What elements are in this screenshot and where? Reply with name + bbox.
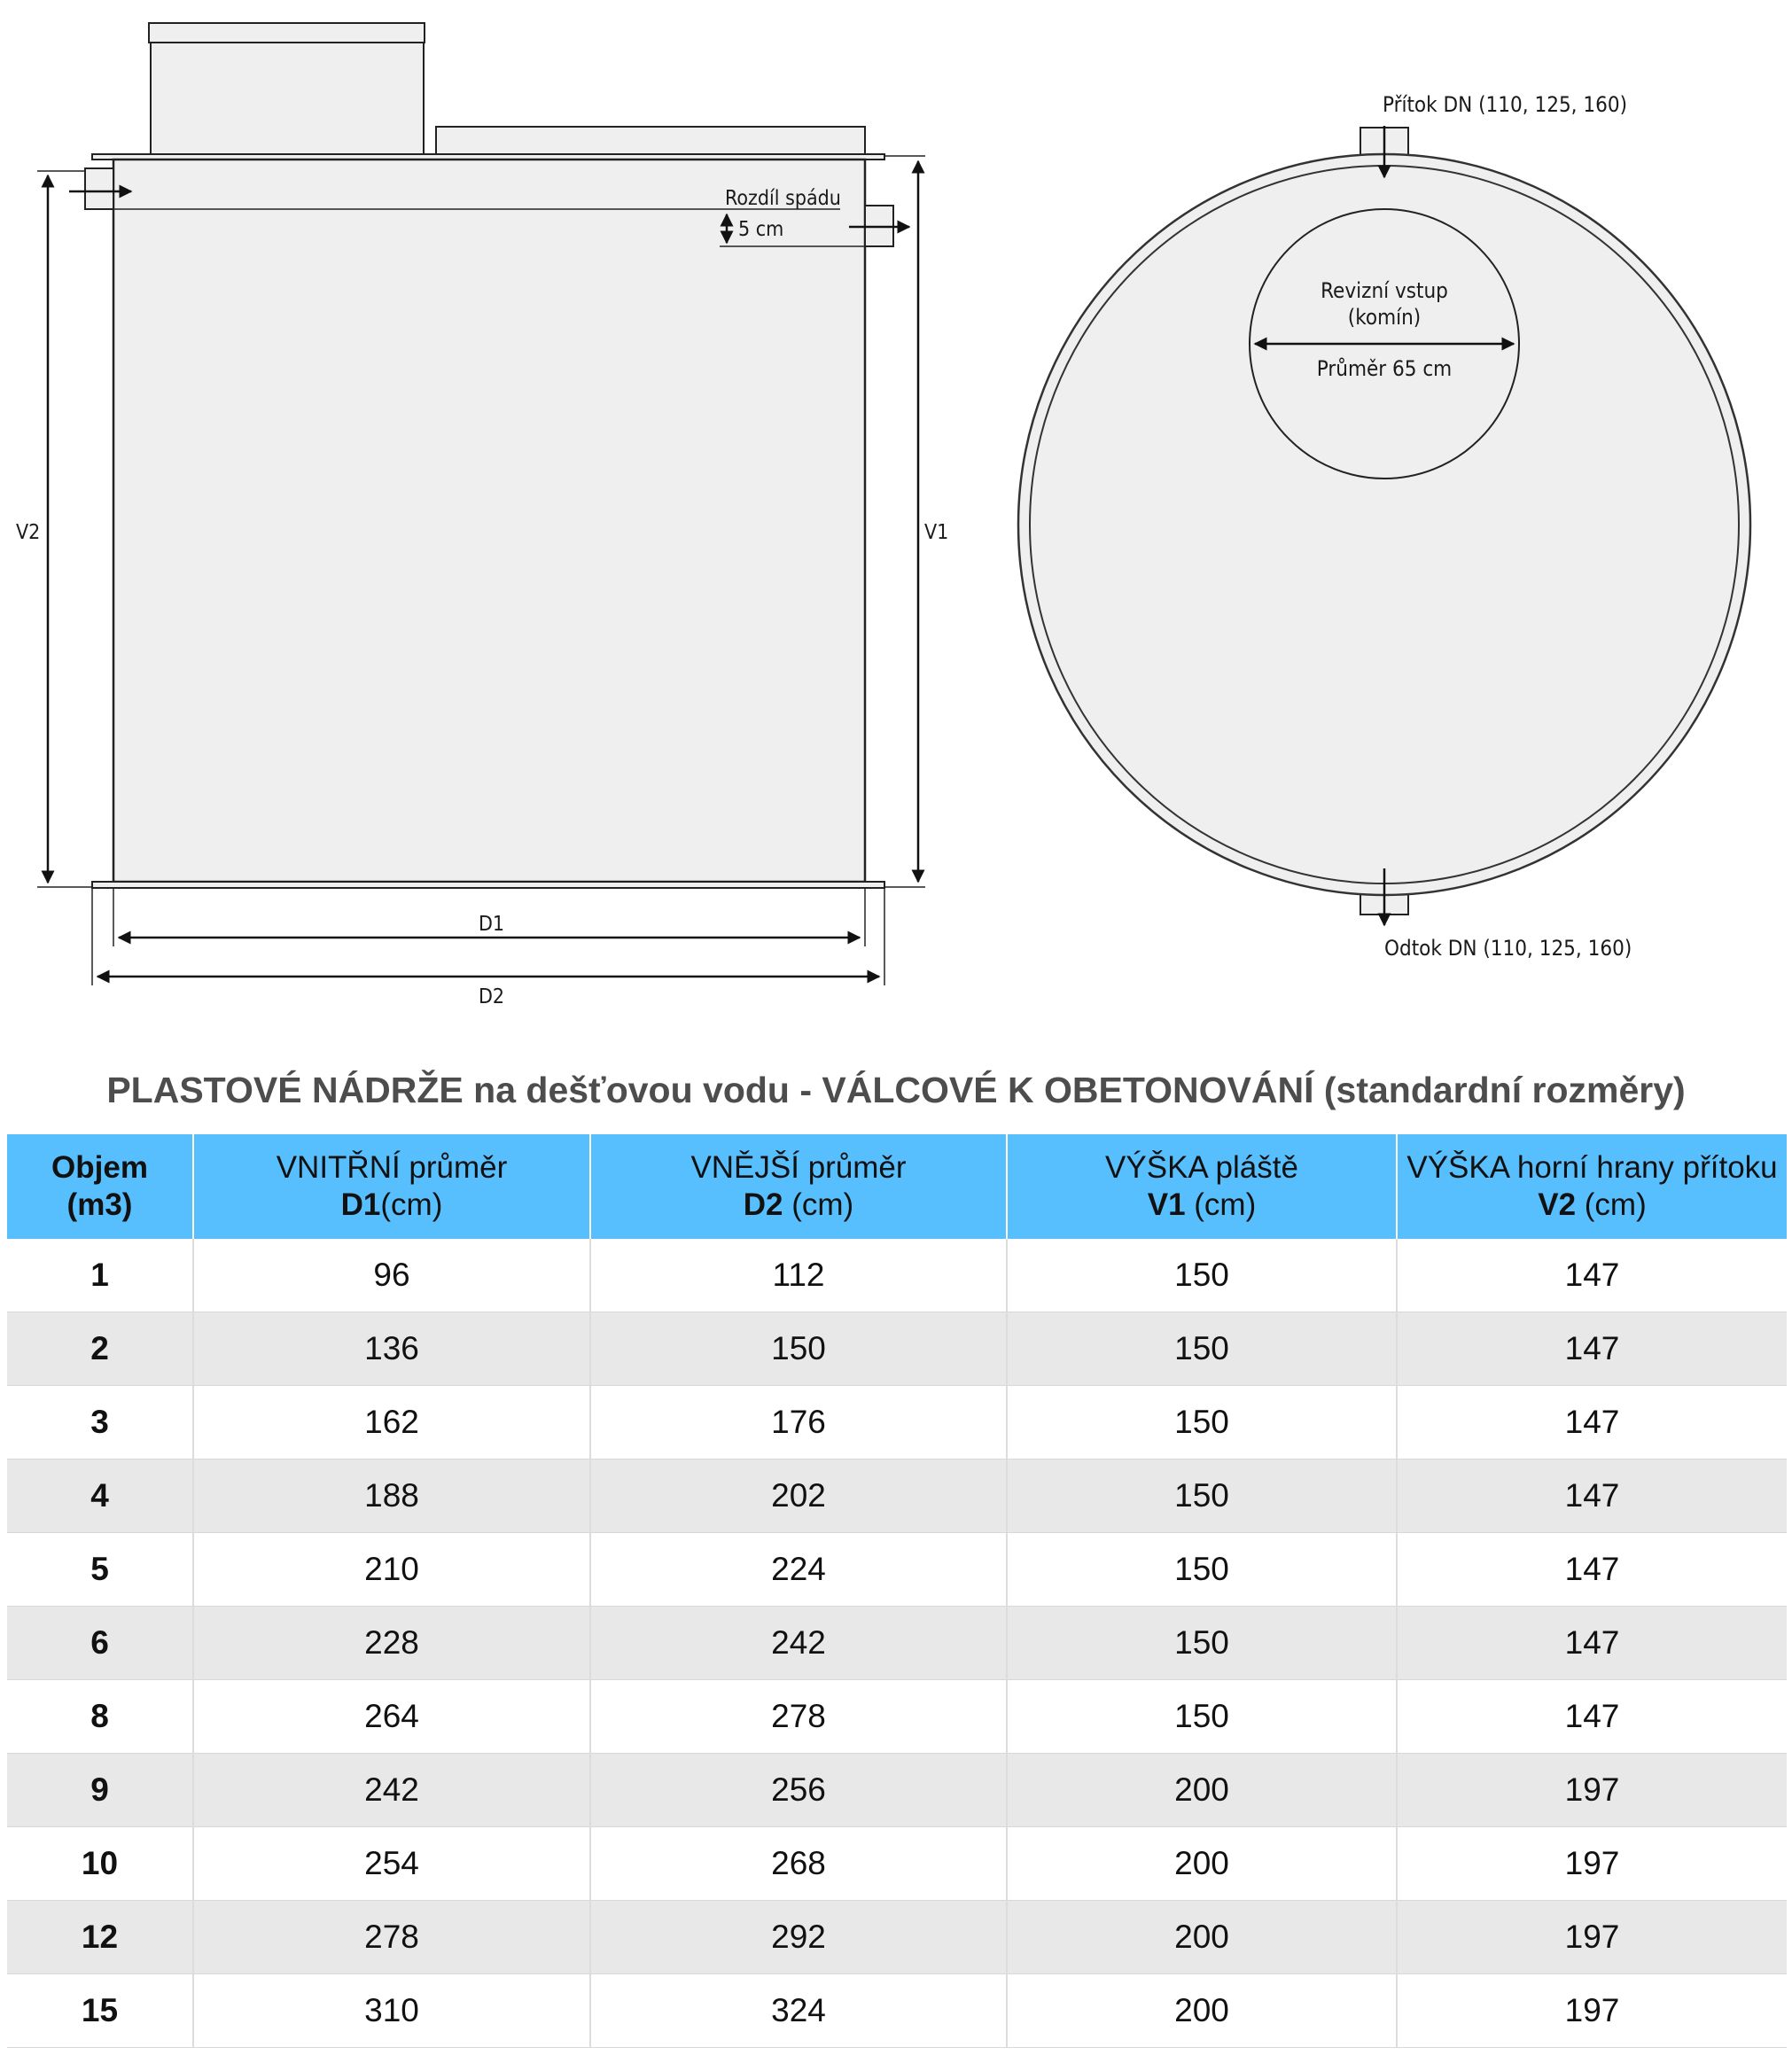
- header-inner-diameter: [193, 1134, 590, 1239]
- outflow-label: Odtok DN (110, 125, 160): [1384, 936, 1632, 961]
- cell-v1: 150: [1007, 1386, 1397, 1460]
- lid-plate: [436, 127, 865, 155]
- header-volume-line1: Objem: [51, 1150, 148, 1185]
- d1-label: D1: [479, 913, 505, 936]
- drop-label-line1: Rozdíl spádu: [725, 187, 841, 210]
- cell-volume: 6: [7, 1607, 193, 1680]
- inlet-pipe: [85, 168, 113, 209]
- cell-v1: 150: [1007, 1607, 1397, 1680]
- v2-label: V2: [16, 521, 41, 544]
- cell-volume: 10: [7, 1827, 193, 1901]
- table-row: [7, 1827, 1787, 1901]
- cell-v1: 200: [1007, 1754, 1397, 1827]
- cell-v2: 197: [1397, 1754, 1787, 1827]
- cell-volume: 5: [7, 1533, 193, 1607]
- cell-d2: 256: [590, 1754, 1007, 1827]
- cell-d1: 278: [193, 1901, 590, 1974]
- cell-v2: 147: [1397, 1607, 1787, 1680]
- cell-d2: 268: [590, 1827, 1007, 1901]
- dimensions-table: [7, 1134, 1787, 2048]
- cell-d2: 278: [590, 1680, 1007, 1754]
- cell-volume: 15: [7, 1974, 193, 2048]
- cell-d1: 254: [193, 1827, 590, 1901]
- header-outer-diameter: [590, 1134, 1007, 1239]
- table-row: [7, 1607, 1787, 1680]
- header-outer-diameter-title: VNĚJŠÍ průměr: [690, 1150, 907, 1185]
- cell-volume: 9: [7, 1754, 193, 1827]
- table-row: [7, 1312, 1787, 1386]
- cell-v2: 147: [1397, 1386, 1787, 1460]
- header-outer-diameter-code: D2: [743, 1187, 783, 1222]
- v1-label: V1: [924, 521, 949, 544]
- page-title: PLASTOVÉ NÁDRŽE na dešťovou vodu - VÁLCOVÉ K OBETONOVÁNÍ (standardní rozměry): [106, 1070, 1686, 1110]
- chimney-cap: [149, 23, 425, 43]
- cell-v2: 147: [1397, 1460, 1787, 1533]
- cell-d2: 150: [590, 1312, 1007, 1386]
- tank-body: [113, 160, 865, 882]
- cell-v1: 150: [1007, 1680, 1397, 1754]
- header-volume-line2: (m3): [66, 1187, 133, 1222]
- cell-d1: 310: [193, 1974, 590, 2048]
- chimney: [151, 42, 424, 155]
- cell-d1: 210: [193, 1533, 590, 1607]
- cell-volume: 12: [7, 1901, 193, 1974]
- cell-v2: 197: [1397, 1901, 1787, 1974]
- cell-v1: 150: [1007, 1312, 1397, 1386]
- cell-v1: 150: [1007, 1239, 1397, 1312]
- cell-d1: 228: [193, 1607, 590, 1680]
- cell-v1: 200: [1007, 1827, 1397, 1901]
- cell-d2: 242: [590, 1607, 1007, 1680]
- header-inflow-height-title: VÝŠKA horní hrany přítoku: [1406, 1150, 1778, 1185]
- side-view: [16, 23, 948, 1008]
- cell-v1: 200: [1007, 1901, 1397, 1974]
- d2-label: D2: [479, 985, 505, 1008]
- cell-d1: 242: [193, 1754, 590, 1827]
- header-volume: [7, 1134, 193, 1239]
- cell-v2: 197: [1397, 1827, 1787, 1901]
- cell-d2: 176: [590, 1386, 1007, 1460]
- bottom-flange: [92, 882, 884, 888]
- header-inner-diameter-code: D1: [340, 1187, 381, 1222]
- header-outer-diameter-unit: (cm): [783, 1187, 854, 1222]
- header-inner-diameter-unit: (cm): [380, 1187, 443, 1222]
- cell-d1: 188: [193, 1460, 590, 1533]
- cell-v2: 147: [1397, 1680, 1787, 1754]
- cell-v2: 147: [1397, 1312, 1787, 1386]
- manhole-diameter-label: Průměr 65 cm: [1316, 356, 1453, 381]
- cell-volume: 4: [7, 1460, 193, 1533]
- header-shell-height-title: VÝŠKA pláště: [1105, 1150, 1298, 1185]
- cell-volume: 3: [7, 1386, 193, 1460]
- table-row: [7, 1680, 1787, 1754]
- manhole-label-line2: (komín): [1347, 305, 1422, 330]
- table-row: [7, 1974, 1787, 2048]
- table-row: [7, 1901, 1787, 1974]
- table-row: [7, 1460, 1787, 1533]
- cell-volume: 1: [7, 1239, 193, 1312]
- header-inner-diameter-title: VNITŘNÍ průměr: [276, 1150, 508, 1185]
- cell-d2: 292: [590, 1901, 1007, 1974]
- cell-d2: 202: [590, 1460, 1007, 1533]
- cell-v2: 147: [1397, 1533, 1787, 1607]
- table-row: [7, 1386, 1787, 1460]
- cell-d1: 162: [193, 1386, 590, 1460]
- table-row: [7, 1239, 1787, 1312]
- cell-v2: 197: [1397, 1974, 1787, 2048]
- header-shell-height-unit: (cm): [1185, 1187, 1257, 1222]
- cell-volume: 2: [7, 1312, 193, 1386]
- cell-v2: 147: [1397, 1239, 1787, 1312]
- header-shell-height-code: V1: [1147, 1187, 1186, 1222]
- cell-d2: 224: [590, 1533, 1007, 1607]
- cell-v1: 200: [1007, 1974, 1397, 2048]
- table-row: [7, 1533, 1787, 1607]
- cell-v1: 150: [1007, 1460, 1397, 1533]
- cell-d2: 324: [590, 1974, 1007, 2048]
- table-header-row: [7, 1134, 1787, 1239]
- cell-d2: 112: [590, 1239, 1007, 1312]
- manhole-label-line1: Revizní vstup: [1321, 278, 1448, 303]
- cell-volume: 8: [7, 1680, 193, 1754]
- header-inflow-height-unit: (cm): [1576, 1187, 1647, 1222]
- cell-d1: 264: [193, 1680, 590, 1754]
- cell-d1: 96: [193, 1239, 590, 1312]
- inflow-label: Přítok DN (110, 125, 160): [1383, 92, 1628, 117]
- table-row: [7, 1754, 1787, 1827]
- cell-d1: 136: [193, 1312, 590, 1386]
- drop-label-line2: 5 cm: [738, 218, 784, 241]
- header-shell-height: [1007, 1134, 1397, 1239]
- header-inflow-height: [1397, 1134, 1787, 1239]
- header-inflow-height-code: V2: [1538, 1187, 1577, 1222]
- top-view: [1018, 92, 1750, 961]
- cell-v1: 150: [1007, 1533, 1397, 1607]
